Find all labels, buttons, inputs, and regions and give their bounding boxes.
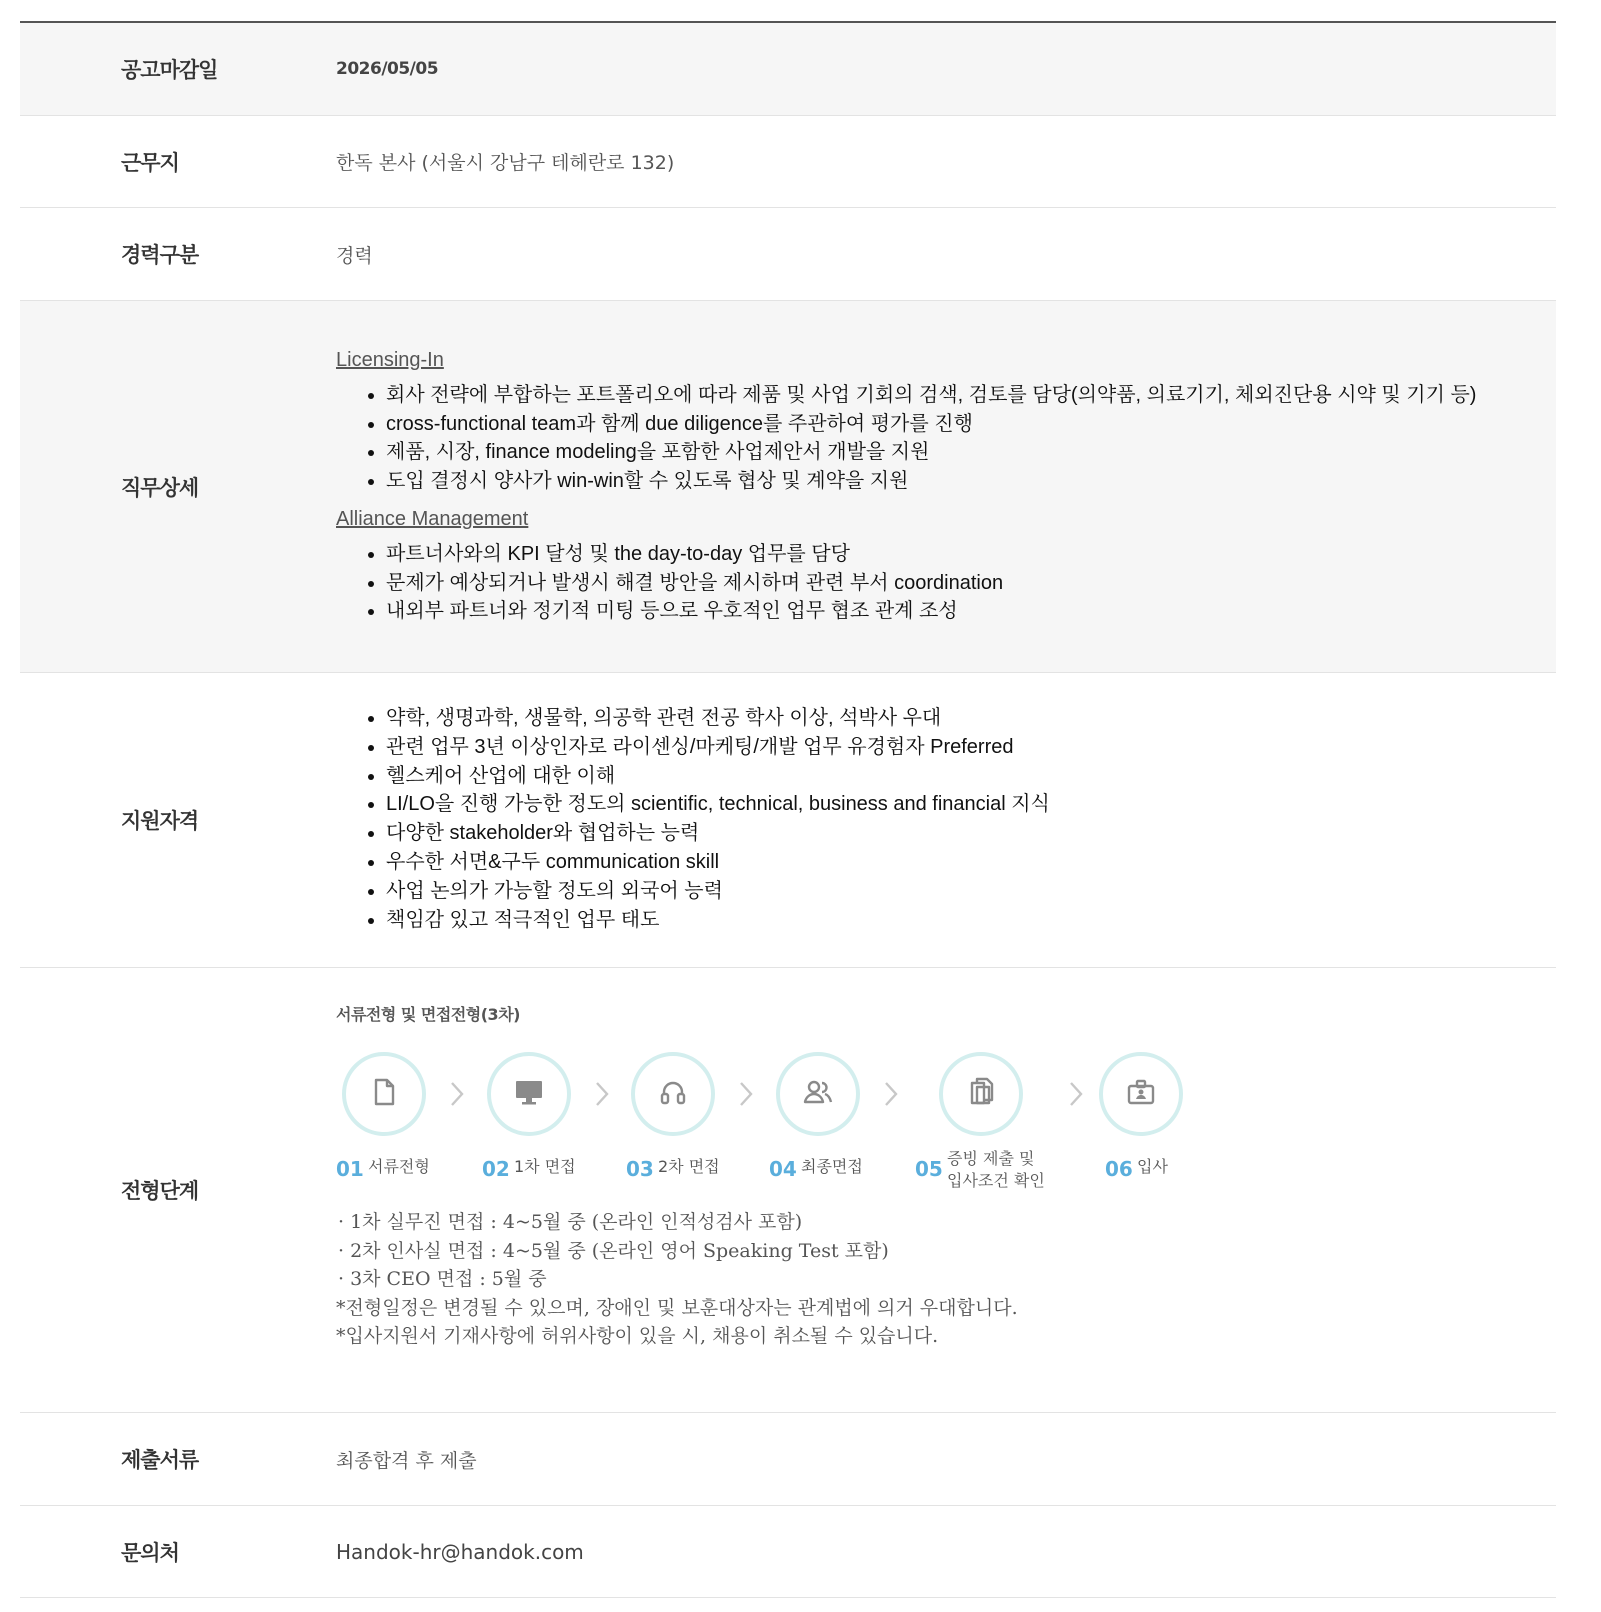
chevron-right-icon [594, 1080, 610, 1108]
row-location [20, 116, 1556, 208]
list-item: • 관련 업무 3년 이상인자로 라이센싱/마케팅/개발 업무 유경험자 Preferred [386, 733, 1556, 762]
list-item: • 제품, 시장, finance modeling을 포함한 사업제안서 개발을 지원 [386, 438, 1556, 467]
monitor-icon [514, 1078, 544, 1111]
step-2-label: 1차 면접 [514, 1157, 576, 1176]
step-5-circle [939, 1052, 1023, 1136]
people-icon [803, 1078, 833, 1111]
list-item: • 우수한 서면&구두 communication skill [386, 848, 1556, 877]
row-label: 근무지 [121, 150, 179, 175]
section-title-alliance: Alliance Management [336, 508, 529, 530]
list-item: • LI/LO을 진행 가능한 정도의 scientific, technical, business and financial 지식 [386, 790, 1556, 819]
row-process [20, 968, 1556, 1413]
list-item: • 헬스케어 산업에 대한 이해 [386, 762, 1556, 791]
section-title-licensing: Licensing-In [336, 349, 444, 371]
row-career [20, 208, 1556, 301]
list-item: • cross-functional team과 함께 due diligence를 주관하여 평가를 진행 [386, 410, 1556, 439]
row-duty [20, 301, 1556, 673]
step-5-label-line1: 증빙 제출 및 [947, 1149, 1035, 1168]
step-6-number: 06 [1105, 1157, 1133, 1181]
step-1-circle [342, 1052, 426, 1136]
location-value: 한독 본사 (서울시 강남구 테헤란로 132) [336, 152, 675, 174]
list-item: • 파트너사와의 KPI 달성 및 the day-to-day 업무를 담당 [386, 540, 1556, 569]
row-documents [20, 1413, 1556, 1506]
list-item: • 다양한 stakeholder와 협업하는 능력 [386, 819, 1556, 848]
list-item: • 사업 논의가 가능할 정도의 외국어 능력 [386, 877, 1556, 906]
step-3-circle [631, 1052, 715, 1136]
note-line: · 2차 인사실 면접 : 4~5월 중 (온라인 영어 Speaking Test 포함) [338, 1239, 889, 1262]
qualification-list [336, 704, 1556, 934]
row-deadline [20, 23, 1556, 116]
contact-email[interactable]: Handok-hr@handok.com [336, 1539, 584, 1564]
document-icon [371, 1078, 397, 1111]
chevron-right-icon [883, 1080, 899, 1108]
process-details [336, 968, 1556, 1412]
note-line: *입사지원서 기재사항에 허위사항이 있을 시, 채용이 취소될 수 있습니다. [336, 1325, 939, 1348]
step-3-label: 2차 면접 [658, 1157, 720, 1176]
deadline-value: 2026/05/05 [336, 59, 439, 79]
step-2-number: 02 [482, 1157, 510, 1181]
copy-documents-icon [967, 1077, 995, 1112]
row-label: 지원자격 [121, 809, 199, 833]
qualification-details [336, 673, 1556, 967]
step-4-circle [776, 1052, 860, 1136]
list-item: • 도입 결정시 양사가 win-win할 수 있도록 협상 및 계약을 지원 [386, 467, 1556, 496]
note-line: · 3차 CEO 면접 : 5월 중 [338, 1268, 547, 1291]
chevron-right-icon [1068, 1080, 1084, 1108]
step-1-number: 01 [336, 1157, 364, 1181]
step-5-label [947, 1148, 1045, 1192]
row-qualification [20, 673, 1556, 968]
step-5-label-line2: 입사조건 확인 [947, 1171, 1045, 1190]
job-posting-table [20, 21, 1556, 1598]
list-item: • 책임감 있고 적극적인 업무 태도 [386, 906, 1556, 935]
process-title: 서류전형 및 면접전형(3차) [336, 1005, 520, 1024]
process-notes [336, 1208, 1556, 1351]
step-3-number: 03 [626, 1157, 654, 1181]
note-line: · 1차 실무진 면접 : 4~5월 중 (온라인 인적성검사 포함) [338, 1211, 803, 1233]
step-6-label: 입사 [1137, 1157, 1168, 1176]
row-label: 직무상세 [121, 475, 199, 500]
row-contact [20, 1506, 1556, 1598]
row-label: 문의처 [121, 1540, 179, 1565]
step-2-circle [487, 1052, 571, 1136]
step-5-number: 05 [915, 1157, 943, 1181]
career-value: 경력 [336, 244, 373, 267]
step-4-label: 최종면접 [801, 1157, 863, 1176]
licensing-list [336, 381, 1556, 495]
step-1-label: 서류전형 [368, 1157, 430, 1176]
step-6-circle [1099, 1052, 1183, 1136]
row-label: 경력구분 [121, 243, 199, 267]
process-steps [336, 1052, 1556, 1202]
headset-icon [659, 1078, 687, 1111]
step-4-number: 04 [769, 1157, 797, 1181]
note-line: *전형일정은 변경될 수 있으며, 장애인 및 보훈대상자는 관계법에 의거 우대합니다. [336, 1296, 1018, 1319]
alliance-list [336, 540, 1556, 626]
duty-details [336, 301, 1556, 672]
documents-value: 최종합격 후 제출 [336, 1449, 477, 1472]
list-item: • 내외부 파트너와 정기적 미팅 등으로 우호적인 업무 협조 관계 조성 [386, 597, 1556, 626]
chevron-right-icon [738, 1080, 754, 1108]
id-badge-icon [1126, 1078, 1156, 1111]
list-item: • 약학, 생명과학, 생물학, 의공학 관련 전공 학사 이상, 석박사 우대 [386, 704, 1556, 733]
chevron-right-icon [449, 1080, 465, 1108]
row-label: 제출서류 [121, 1448, 199, 1472]
row-label: 전형단계 [121, 1179, 199, 1203]
list-item: • 회사 전략에 부합하는 포트폴리오에 따라 제품 및 사업 기회의 검색, 검토를 담당(의약품, 의료기기, 체외진단용 시약 및 기기 등) [386, 381, 1556, 410]
list-item: • 문제가 예상되거나 발생시 해결 방안을 제시하며 관련 부서 coordination [386, 569, 1556, 598]
row-label: 공고마감일 [121, 58, 218, 82]
